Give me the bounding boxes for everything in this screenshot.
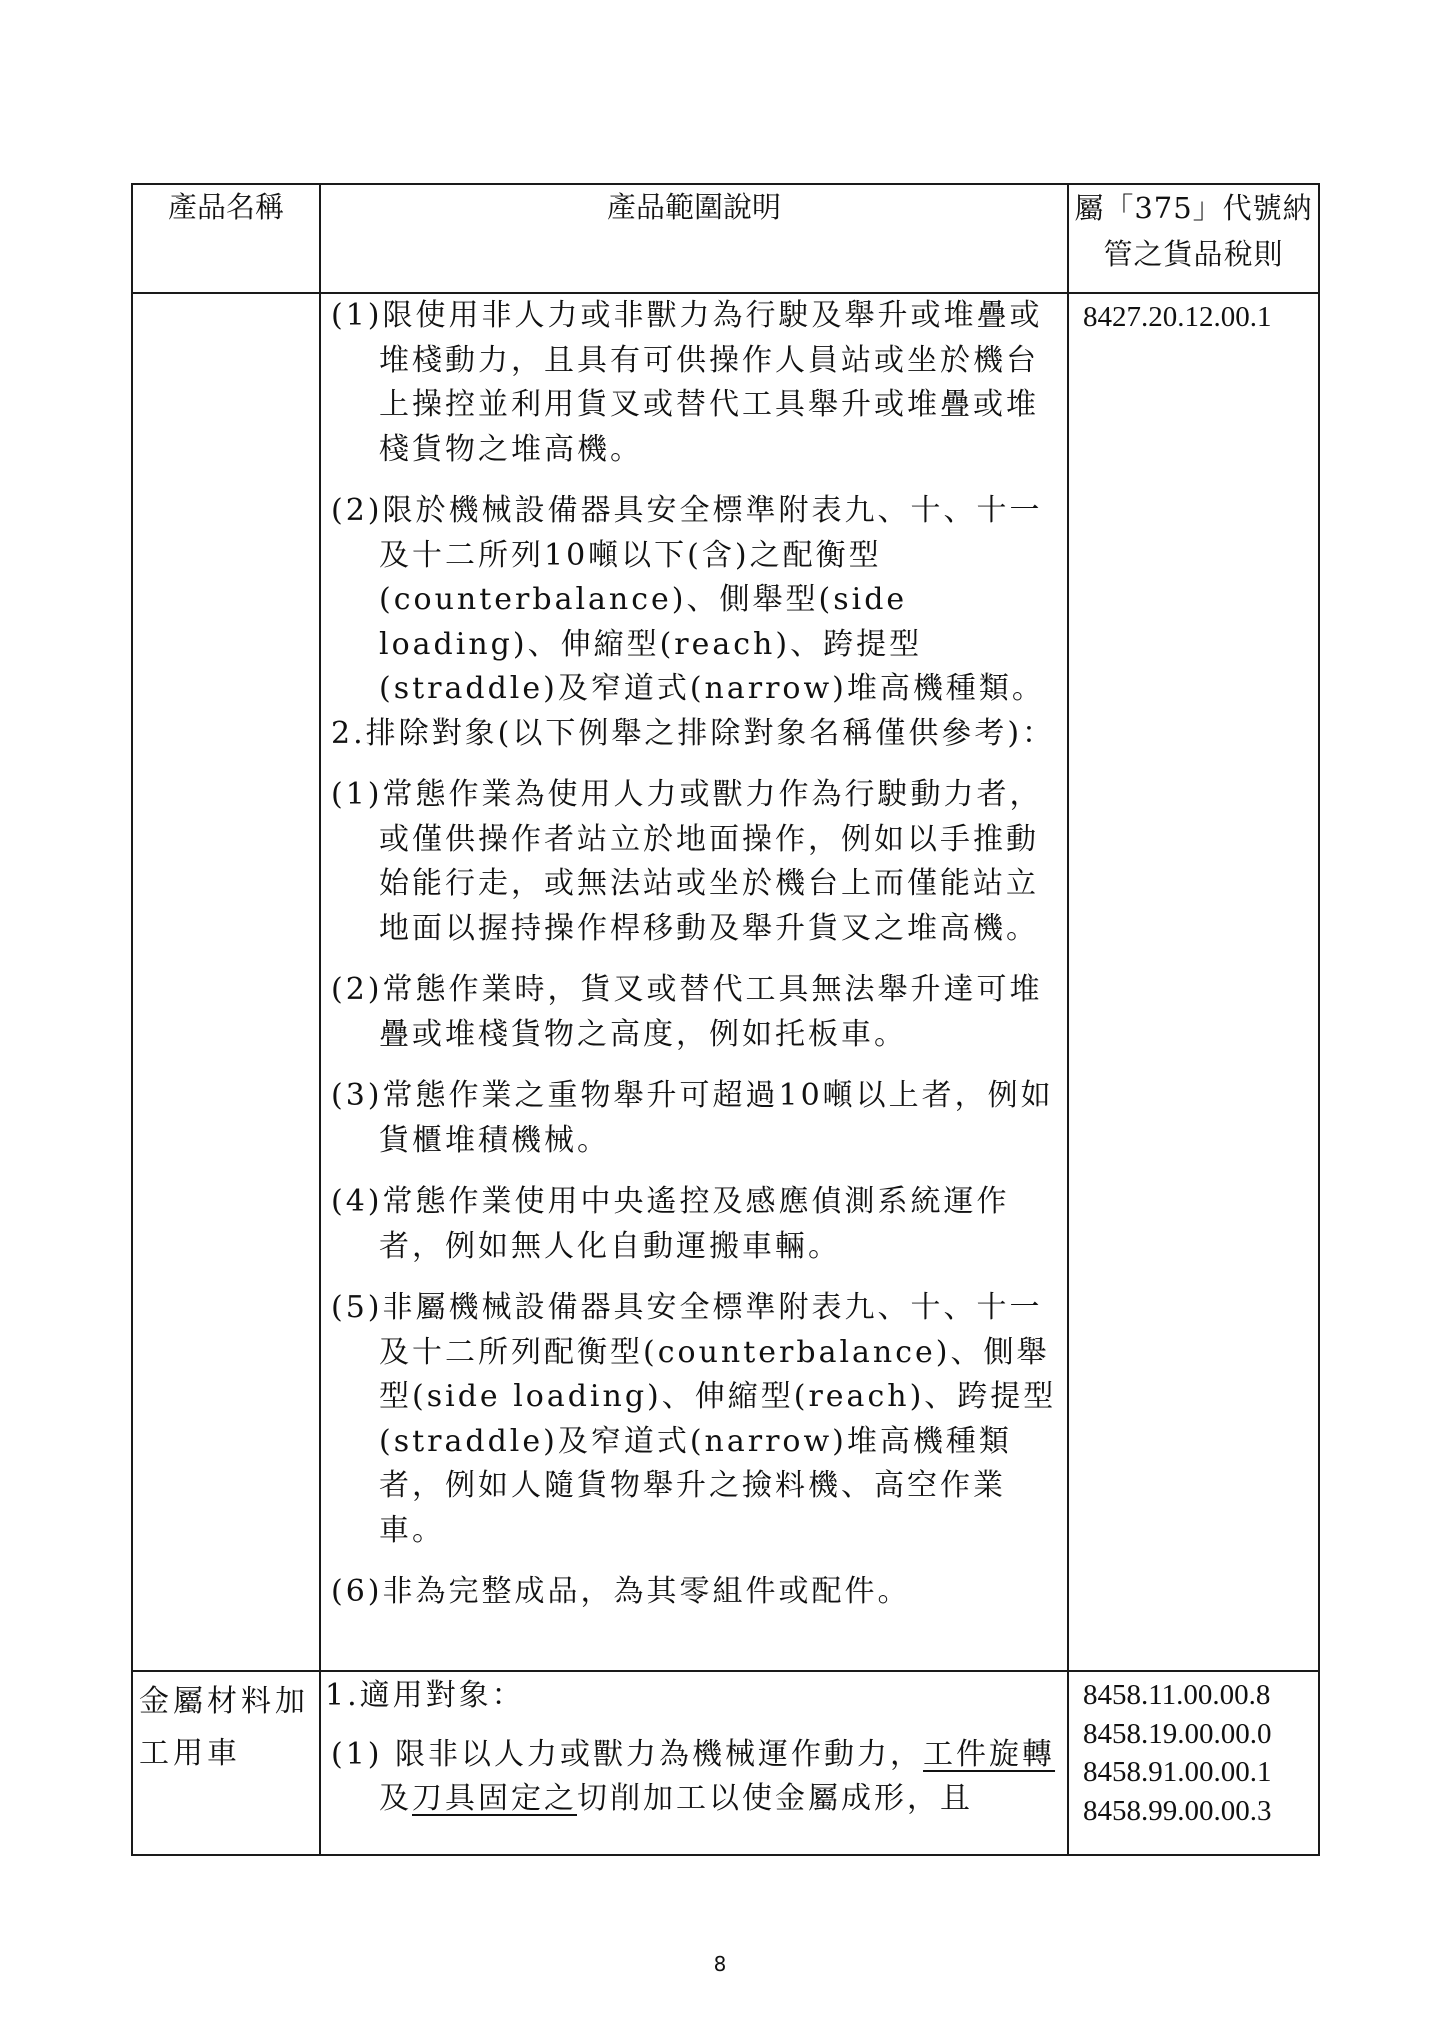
product-name-cell	[132, 293, 320, 1671]
tariff-code: 8458.11.00.00.8	[1083, 1679, 1271, 1711]
tariff-code-cell	[1068, 293, 1319, 1671]
page-number: 8	[713, 1952, 727, 1976]
scope-section-heading: 2.排除對象(以下例舉之排除對象名稱僅供參考)：	[331, 715, 1056, 751]
scope-item: (1)限使用非人力或非獸力為行駛及舉升或堆疊或堆棧動力，且具有可供操作人員站或坐於機台上操控並利用貨叉或替代工具舉升或堆疊或堆棧貨物之堆高機。	[331, 298, 1043, 467]
scope-item: (2)限於機械設備器具安全標準附表九、十、十一及十二所列10噸以下(含)之配衡型(counterbalance)、側舉型(side loading)、伸縮型(reach)、跨提型(straddle)及窄道式(narrow)堆高機種類。	[331, 493, 1045, 706]
tariff-code: 8458.19.00.00.0	[1083, 1717, 1272, 1750]
scope-item: (4)常態作業使用中央遙控及感應偵測系統運作者，例如無人化自動運搬車輛。	[331, 1184, 1010, 1264]
product-scope-cell	[320, 1671, 1068, 1855]
header-product-name: 產品名稱	[132, 184, 320, 293]
scope-item: (3)常態作業之重物舉升可超過10噸以上者，例如貨櫃堆積機械。	[331, 1078, 1054, 1158]
scope-item: (6)非為完整成品，為其零組件或配件。	[331, 1574, 911, 1609]
header-tariff-code-line2: 管之貨品稅則	[1103, 237, 1284, 271]
tariff-code: 8458.91.00.00.1	[1083, 1756, 1272, 1788]
table-row	[132, 293, 1319, 1671]
scope-section-heading: 1.適用對象：	[325, 1678, 525, 1713]
product-scope-cell	[320, 293, 1068, 1671]
header-tariff-code-line1: 屬「375」代號納	[1074, 191, 1313, 225]
tariff-code: 8458.99.00.00.3	[1083, 1794, 1272, 1827]
scope-item-text: 切削加工以使金屬成形，且	[577, 1781, 973, 1816]
scope-item: (1)常態作業為使用人力或獸力作為行駛動力者，或僅供操作者站立於地面操作，例如以手推動始能行走，或無法站或坐於機台上而僅能站立地面以握持操作桿移動及舉升貨叉之堆高機。	[331, 777, 1043, 946]
scope-item: (5)非屬機械設備器具安全標準附表九、十、十一及十二所列配衡型(counterbalance)、側舉型(side loading)、伸縮型(reach)、跨提型(straddle)及窄道式(narrow)堆高機種類者，例如人隨貨物舉升之撿料機、高空作業車。	[331, 1290, 1057, 1548]
scope-item-text: 及	[379, 1781, 412, 1816]
table-header-row	[132, 184, 1319, 293]
table-row	[132, 1671, 1319, 1855]
scope-item	[325, 1733, 1059, 1822]
header-product-scope: 產品範圍說明	[320, 184, 1068, 293]
scope-item: (2)常態作業時，貨叉或替代工具無法舉升達可堆疊或堆棧貨物之高度，例如托板車。	[331, 972, 1043, 1052]
scope-item-text: (1) 限非以人力或獸力為機械運作動力，	[331, 1736, 924, 1772]
scope-item-underlined: 工件旋轉	[923, 1736, 1056, 1772]
tariff-code: 8427.20.12.00.1	[1083, 301, 1272, 333]
tariff-code-cell	[1068, 1671, 1319, 1855]
header-tariff-code	[1068, 184, 1319, 293]
product-scope-table	[131, 183, 1320, 1856]
product-name-cell: 金屬材料加工用車	[132, 1671, 320, 1855]
scope-item-underlined: 刀具固定之	[412, 1781, 577, 1816]
